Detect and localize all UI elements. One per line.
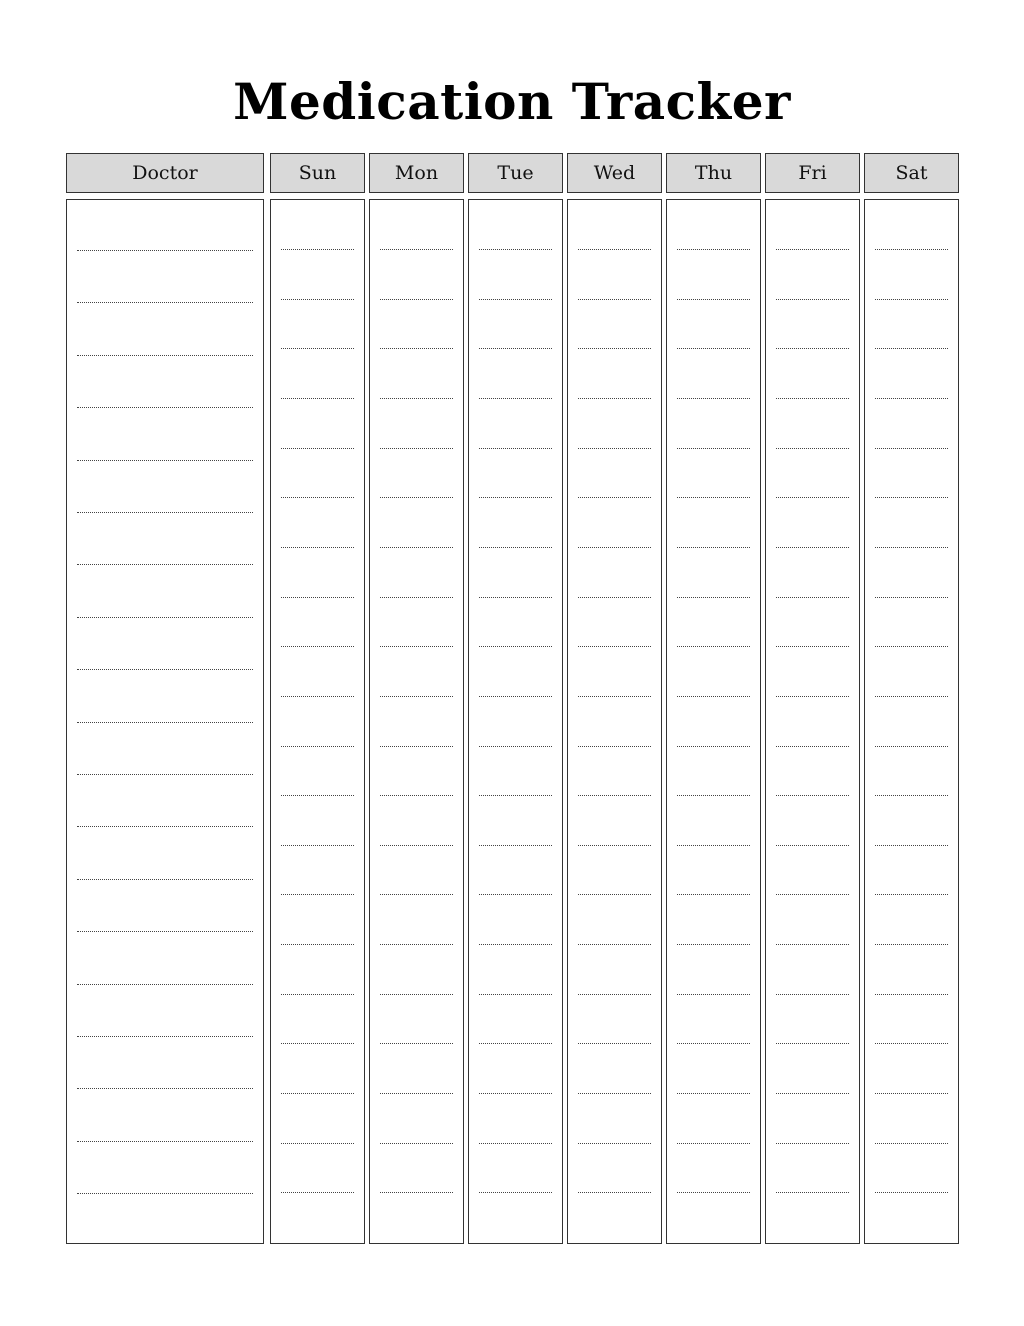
write-in-line[interactable] [479,696,552,697]
write-in-line[interactable] [281,448,354,449]
write-in-line[interactable] [77,774,253,775]
write-in-line[interactable] [776,398,849,399]
column-body-doctor [66,199,264,1244]
write-in-line[interactable] [380,845,453,846]
write-in-line[interactable] [875,299,948,300]
write-in-line[interactable] [776,299,849,300]
write-in-line[interactable] [578,299,651,300]
write-in-line[interactable] [776,547,849,548]
write-in-line[interactable] [281,795,354,796]
write-in-line[interactable] [479,795,552,796]
write-in-line[interactable] [578,746,651,747]
column-header-sun: Sun [270,153,365,193]
write-in-line[interactable] [677,944,750,945]
write-in-line[interactable] [77,407,253,408]
write-in-line[interactable] [578,398,651,399]
write-in-line[interactable] [281,746,354,747]
write-in-line[interactable] [776,845,849,846]
write-in-line[interactable] [875,944,948,945]
write-in-line[interactable] [479,348,552,349]
page-title: Medication Tracker [233,72,791,131]
write-in-line[interactable] [77,512,253,513]
write-in-line[interactable] [875,845,948,846]
write-in-line[interactable] [380,597,453,598]
write-in-line[interactable] [875,497,948,498]
write-in-line[interactable] [677,398,750,399]
write-in-line[interactable] [776,646,849,647]
write-in-line[interactable] [281,1093,354,1094]
write-in-line[interactable] [380,547,453,548]
write-in-line[interactable] [479,1093,552,1094]
write-in-line[interactable] [479,1043,552,1044]
write-in-line[interactable] [776,894,849,895]
write-in-line[interactable] [776,249,849,250]
write-in-line[interactable] [677,894,750,895]
write-in-line[interactable] [380,1143,453,1144]
write-in-line[interactable] [875,994,948,995]
write-in-line[interactable] [875,448,948,449]
write-in-line[interactable] [578,597,651,598]
write-in-line[interactable] [875,348,948,349]
write-in-line[interactable] [380,299,453,300]
write-in-line[interactable] [77,355,253,356]
column-header-doctor: Doctor [66,153,264,193]
write-in-line[interactable] [281,249,354,250]
column-body-fri [765,199,860,1244]
write-in-line[interactable] [578,1093,651,1094]
write-in-line[interactable] [479,448,552,449]
write-in-line[interactable] [281,497,354,498]
write-in-line[interactable] [776,448,849,449]
write-in-line[interactable] [380,994,453,995]
write-in-line[interactable] [77,1193,253,1194]
write-in-line[interactable] [77,564,253,565]
column-header-tue: Tue [468,153,563,193]
column-body-mon [369,199,464,1244]
write-in-line[interactable] [776,696,849,697]
column-body-tue [468,199,563,1244]
write-in-line[interactable] [281,299,354,300]
column-header-thu: Thu [666,153,761,193]
write-in-line[interactable] [281,696,354,697]
write-in-line[interactable] [380,646,453,647]
write-in-line[interactable] [380,944,453,945]
write-in-line[interactable] [479,646,552,647]
write-in-line[interactable] [479,1192,552,1193]
write-in-line[interactable] [380,249,453,250]
write-in-line[interactable] [380,448,453,449]
write-in-line[interactable] [578,795,651,796]
column-body-sun [270,199,365,1244]
write-in-line[interactable] [479,894,552,895]
write-in-line[interactable] [776,597,849,598]
write-in-line[interactable] [77,984,253,985]
column-body-thu [666,199,761,1244]
write-in-line[interactable] [281,348,354,349]
write-in-line[interactable] [875,894,948,895]
write-in-line[interactable] [677,845,750,846]
write-in-line[interactable] [77,1141,253,1142]
write-in-line[interactable] [776,348,849,349]
write-in-line[interactable] [875,1043,948,1044]
write-in-line[interactable] [77,250,253,251]
write-in-line[interactable] [380,1192,453,1193]
write-in-line[interactable] [578,497,651,498]
write-in-line[interactable] [776,1143,849,1144]
write-in-line[interactable] [677,547,750,548]
write-in-line[interactable] [380,348,453,349]
column-header-mon: Mon [369,153,464,193]
write-in-line[interactable] [875,249,948,250]
write-in-line[interactable] [776,795,849,796]
write-in-line[interactable] [380,696,453,697]
write-in-line[interactable] [578,249,651,250]
write-in-line[interactable] [578,994,651,995]
write-in-line[interactable] [578,845,651,846]
write-in-line[interactable] [875,696,948,697]
write-in-line[interactable] [281,398,354,399]
write-in-line[interactable] [77,1088,253,1089]
write-in-line[interactable] [677,696,750,697]
write-in-line[interactable] [578,646,651,647]
write-in-line[interactable] [77,1036,253,1037]
write-in-line[interactable] [380,795,453,796]
write-in-line[interactable] [281,1192,354,1193]
write-in-line[interactable] [677,994,750,995]
write-in-line[interactable] [776,994,849,995]
write-in-line[interactable] [875,746,948,747]
write-in-line[interactable] [677,1143,750,1144]
write-in-line[interactable] [875,646,948,647]
write-in-line[interactable] [875,597,948,598]
write-in-line[interactable] [677,795,750,796]
write-in-line[interactable] [479,497,552,498]
write-in-line[interactable] [281,1143,354,1144]
write-in-line[interactable] [77,460,253,461]
write-in-line[interactable] [677,597,750,598]
write-in-line[interactable] [479,994,552,995]
write-in-line[interactable] [776,1043,849,1044]
write-in-line[interactable] [479,249,552,250]
write-in-line[interactable] [677,646,750,647]
write-in-line[interactable] [875,398,948,399]
write-in-line[interactable] [77,617,253,618]
write-in-line[interactable] [281,994,354,995]
write-in-line[interactable] [677,497,750,498]
write-in-line[interactable] [875,1093,948,1094]
write-in-line[interactable] [380,746,453,747]
column-header-wed: Wed [567,153,662,193]
write-in-line[interactable] [578,1043,651,1044]
column-body-wed [567,199,662,1244]
write-in-line[interactable] [479,398,552,399]
write-in-line[interactable] [875,1192,948,1193]
write-in-line[interactable] [677,1043,750,1044]
write-in-line[interactable] [77,722,253,723]
write-in-line[interactable] [776,1192,849,1193]
write-in-line[interactable] [479,845,552,846]
write-in-line[interactable] [479,547,552,548]
write-in-line[interactable] [578,348,651,349]
write-in-line[interactable] [776,944,849,945]
write-in-line[interactable] [281,944,354,945]
write-in-line[interactable] [77,931,253,932]
write-in-line[interactable] [281,894,354,895]
write-in-line[interactable] [578,1192,651,1193]
write-in-line[interactable] [677,299,750,300]
write-in-line[interactable] [677,348,750,349]
write-in-line[interactable] [677,746,750,747]
write-in-line[interactable] [776,497,849,498]
write-in-line[interactable] [677,249,750,250]
write-in-line[interactable] [77,302,253,303]
write-in-line[interactable] [380,398,453,399]
write-in-line[interactable] [479,746,552,747]
column-body-sat [864,199,959,1244]
write-in-line[interactable] [281,845,354,846]
write-in-line[interactable] [875,1143,948,1144]
write-in-line[interactable] [380,1043,453,1044]
write-in-line[interactable] [776,1093,849,1094]
write-in-line[interactable] [677,1093,750,1094]
write-in-line[interactable] [281,597,354,598]
write-in-line[interactable] [281,646,354,647]
write-in-line[interactable] [380,894,453,895]
write-in-line[interactable] [578,894,651,895]
write-in-line[interactable] [578,944,651,945]
write-in-line[interactable] [578,547,651,548]
write-in-line[interactable] [281,547,354,548]
write-in-line[interactable] [479,1143,552,1144]
write-in-line[interactable] [578,1143,651,1144]
write-in-line[interactable] [479,597,552,598]
write-in-line[interactable] [677,1192,750,1193]
column-header-fri: Fri [765,153,860,193]
write-in-line[interactable] [479,944,552,945]
write-in-line[interactable] [875,547,948,548]
write-in-line[interactable] [677,448,750,449]
write-in-line[interactable] [875,795,948,796]
write-in-line[interactable] [380,497,453,498]
write-in-line[interactable] [479,299,552,300]
write-in-line[interactable] [77,826,253,827]
write-in-line[interactable] [281,1043,354,1044]
write-in-line[interactable] [578,448,651,449]
write-in-line[interactable] [578,696,651,697]
column-header-sat: Sat [864,153,959,193]
write-in-line[interactable] [77,669,253,670]
write-in-line[interactable] [776,746,849,747]
write-in-line[interactable] [380,1093,453,1094]
write-in-line[interactable] [77,879,253,880]
